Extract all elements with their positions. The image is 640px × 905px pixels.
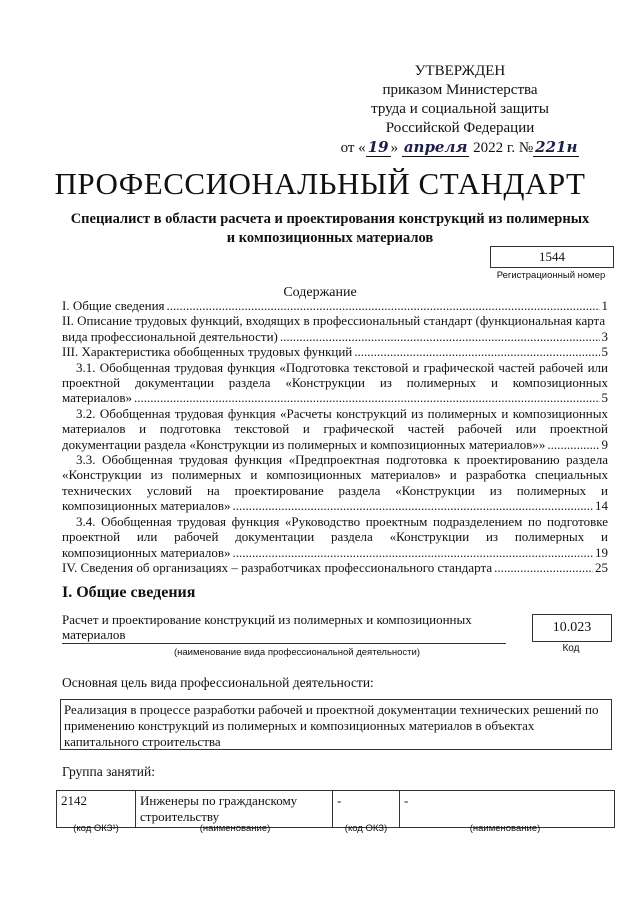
toc-item-3-4[interactable]: 3.4. Обобщенная трудовая функция «Руководство проектным подразделением по подготовке проектной или рабочей документации раздела «Конструкции из полимерных и композиционных материалов» ..... 19 [62, 514, 608, 560]
approval-date-line [330, 138, 590, 158]
table-row [57, 791, 615, 828]
toc-item-section-3[interactable]: III. Характеристика обобщенных трудовых функций ..... 5 [62, 344, 608, 359]
okz-code-cell: 2142 [57, 791, 136, 828]
subtitle-line-1: Специалист в области расчета и проектирования конструкций из полимерных [70, 211, 590, 227]
caption-name-2: (наименование) [469, 823, 541, 834]
order-year: 2022 г. [473, 140, 516, 156]
activity-code-label: Код [562, 643, 580, 654]
toc-item-section-2[interactable]: II. Описание трудовых функций, входящих в профессиональный стандарт (функциональная карта вида профессиональной деятельности) ..... 3 [62, 313, 608, 344]
registration-number-label: Регистрационный номер [496, 270, 606, 281]
section-heading-general: I. Общие сведения [62, 584, 196, 601]
standard-subtitle [40, 210, 620, 248]
toc-item-3-2[interactable]: 3.2. Обобщенная трудовая функция «Расчеты конструкций из полимерных и композиционных материалов и подготовка текстовой и графической частей рабочей или проектной документации раздела «Конструкции из полимерных и композиционных материалов»» ..... 9 [62, 406, 608, 452]
okz-name-cell: Инженеры по гражданскому строительству [136, 791, 333, 828]
approval-line-3: Российской Федерации [385, 120, 535, 136]
toc-item-3-1[interactable]: 3.1. Обобщенная трудовая функция «Подготовка текстовой и графической частей рабочей или проектной документации раздела «Конструкции из полимерных и композиционных материалов» ..... 5 [62, 360, 608, 406]
date-mid: » [390, 140, 399, 156]
okz-name-cell-2: - [400, 791, 615, 828]
number-prefix: № [518, 140, 534, 156]
caption-okz-code: (код ОКЗ¹) [73, 823, 119, 834]
goal-label: Основная цель вида профессиональной деятельности: [62, 675, 374, 690]
table-of-contents [62, 298, 608, 575]
activity-code-box: 10.023 [532, 614, 612, 642]
caption-okz-code-2: (код ОКЗ) [344, 823, 388, 834]
toc-item-3-3[interactable]: 3.3. Обобщенная трудовая функция «Предпроектная подготовка к проектированию раздела «Конструкции из полимерных и композиционных материалов» и разработка специальных технических условий на проектирование раздела «Конструкции из полимерных и композиционных материалов» ..... 14 [62, 452, 608, 514]
registration-number-box: 1544 [490, 246, 614, 268]
occupation-group-label: Группа занятий: [62, 764, 155, 779]
order-day: 19 [367, 138, 389, 156]
approval-block [330, 62, 590, 158]
document-title: ПРОФЕССИОНАЛЬНЫЙ СТАНДАРТ [54, 166, 586, 201]
goal-text-box: Реализация в процессе разработки рабочей и проектной документации технических решений по применению конструкций из полимерных и композиционных материалов в объектах капитального строительства [60, 699, 612, 750]
subtitle-line-2: и композиционных материалов [226, 230, 434, 246]
caption-name: (наименование) [199, 823, 271, 834]
date-prefix: от « [340, 140, 366, 156]
activity-kind-name: Расчет и проектирование конструкций из полимерных и композиционных материалов [62, 612, 506, 644]
activity-kind-caption: (наименование вида профессиональной деятельности) [173, 647, 421, 658]
order-month: апреля [403, 138, 468, 156]
order-number: 221н [535, 138, 578, 156]
approval-line-2: труда и социальной защиты [371, 101, 549, 117]
okz-code-cell-2: - [333, 791, 400, 828]
approval-line-1: приказом Министерства [382, 82, 538, 98]
toc-heading: Содержание [283, 285, 357, 300]
toc-item-section-4[interactable]: IV. Сведения об организациях – разработчиках профессионального стандарта ..... 25 [62, 560, 608, 575]
approval-word: УТВЕРЖДЕН [414, 63, 506, 79]
toc-item-section-1[interactable]: I. Общие сведения ..... 1 [62, 298, 608, 313]
